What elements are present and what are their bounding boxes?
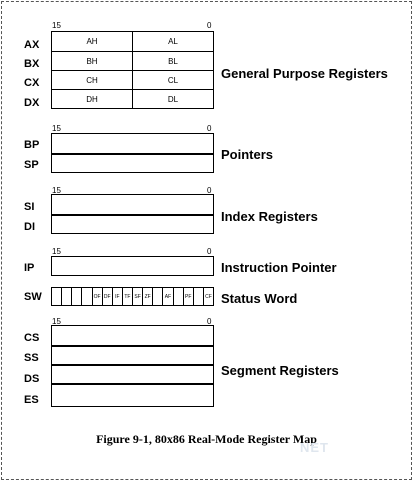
register-cell-ch: CH: [86, 75, 98, 85]
register-label-di: DI: [24, 221, 35, 233]
flag-tf: TF: [122, 288, 132, 305]
index-register-block: [51, 194, 214, 234]
flag-bit-15: [52, 288, 61, 305]
register-row-bx: [52, 51, 213, 70]
flag-sf: SF: [132, 288, 142, 305]
section-title-pointers: Pointers: [221, 147, 274, 162]
register-row-ax: [52, 32, 213, 51]
register-cell-dh: DH: [86, 94, 98, 104]
bit-0-label: 0: [207, 21, 212, 30]
flag-bit-13: [71, 288, 81, 305]
register-row-ss: [52, 345, 213, 364]
flag-bit-14: [61, 288, 71, 305]
section-title-general: General Purpose Registers: [221, 66, 388, 81]
register-row-si: [52, 195, 213, 214]
register-label-ds: DS: [24, 373, 40, 385]
flag-df: DF: [102, 288, 112, 305]
register-label-sp: SP: [24, 159, 39, 171]
flag-pf: PF: [183, 288, 193, 305]
general-register-block: [51, 31, 214, 109]
register-cell-bl: BL: [132, 52, 213, 70]
register-label-bp: BP: [24, 139, 40, 151]
ip-register-block: [51, 256, 214, 276]
register-label-bx: BX: [24, 58, 40, 70]
status-word-flags: [51, 287, 214, 306]
bit-0-label: 0: [207, 124, 212, 133]
figure-caption: Figure 9-1, 80x86 Real-Mode Register Map: [96, 432, 317, 446]
flag-bit-3: [173, 288, 183, 305]
section-title-ip: Instruction Pointer: [221, 260, 337, 275]
section-title-status: Status Word: [221, 291, 298, 306]
flag-of: OF: [92, 288, 102, 305]
flag-bit-1: [193, 288, 203, 305]
bit-15-label: 15: [52, 124, 61, 133]
flag-cf: CF: [203, 288, 213, 305]
flag-af: AF: [162, 288, 172, 305]
register-row-di: [52, 214, 213, 233]
bit-15-label: 15: [52, 247, 61, 256]
register-cell-ah: AH: [86, 37, 98, 46]
register-row-sp: [52, 153, 213, 172]
register-label-si: SI: [24, 201, 35, 213]
flag-zf: ZF: [142, 288, 152, 305]
register-label-ax: AX: [24, 39, 40, 51]
bit-15-label: 15: [52, 186, 61, 195]
register-cell-al: AL: [132, 32, 213, 51]
register-row-es: [52, 383, 213, 402]
bit-0-label: 0: [207, 247, 212, 256]
segment-register-block: [51, 325, 214, 407]
register-row-ds: [52, 364, 213, 383]
section-title-index: Index Registers: [221, 209, 318, 224]
bit-15-label: 15: [52, 317, 61, 326]
register-label-sw: SW: [24, 291, 42, 303]
bit-0-label: 0: [207, 186, 212, 195]
register-cell-dl: DL: [132, 90, 213, 108]
flag-bit-5: [152, 288, 162, 305]
register-label-ss: SS: [24, 352, 39, 364]
register-label-cx: CX: [24, 77, 40, 89]
flag-bit-12: [81, 288, 91, 305]
register-cell-cl: CL: [132, 71, 213, 89]
register-label-dx: DX: [24, 97, 40, 109]
register-row-cx: [52, 70, 213, 89]
flag-if: IF: [112, 288, 122, 305]
pointer-register-block: [51, 133, 214, 173]
register-row-dx: [52, 89, 213, 108]
watermark: NET: [300, 440, 329, 455]
bit-15-label: 15: [52, 21, 61, 30]
bit-0-label: 0: [207, 317, 212, 326]
register-label-cs: CS: [24, 332, 40, 344]
register-cell-bh: BH: [86, 56, 98, 66]
register-label-es: ES: [24, 394, 39, 406]
register-row-bp: [52, 134, 213, 153]
section-title-segment: Segment Registers: [221, 363, 339, 378]
register-row-cs: [52, 326, 213, 345]
register-label-ip: IP: [24, 262, 35, 274]
